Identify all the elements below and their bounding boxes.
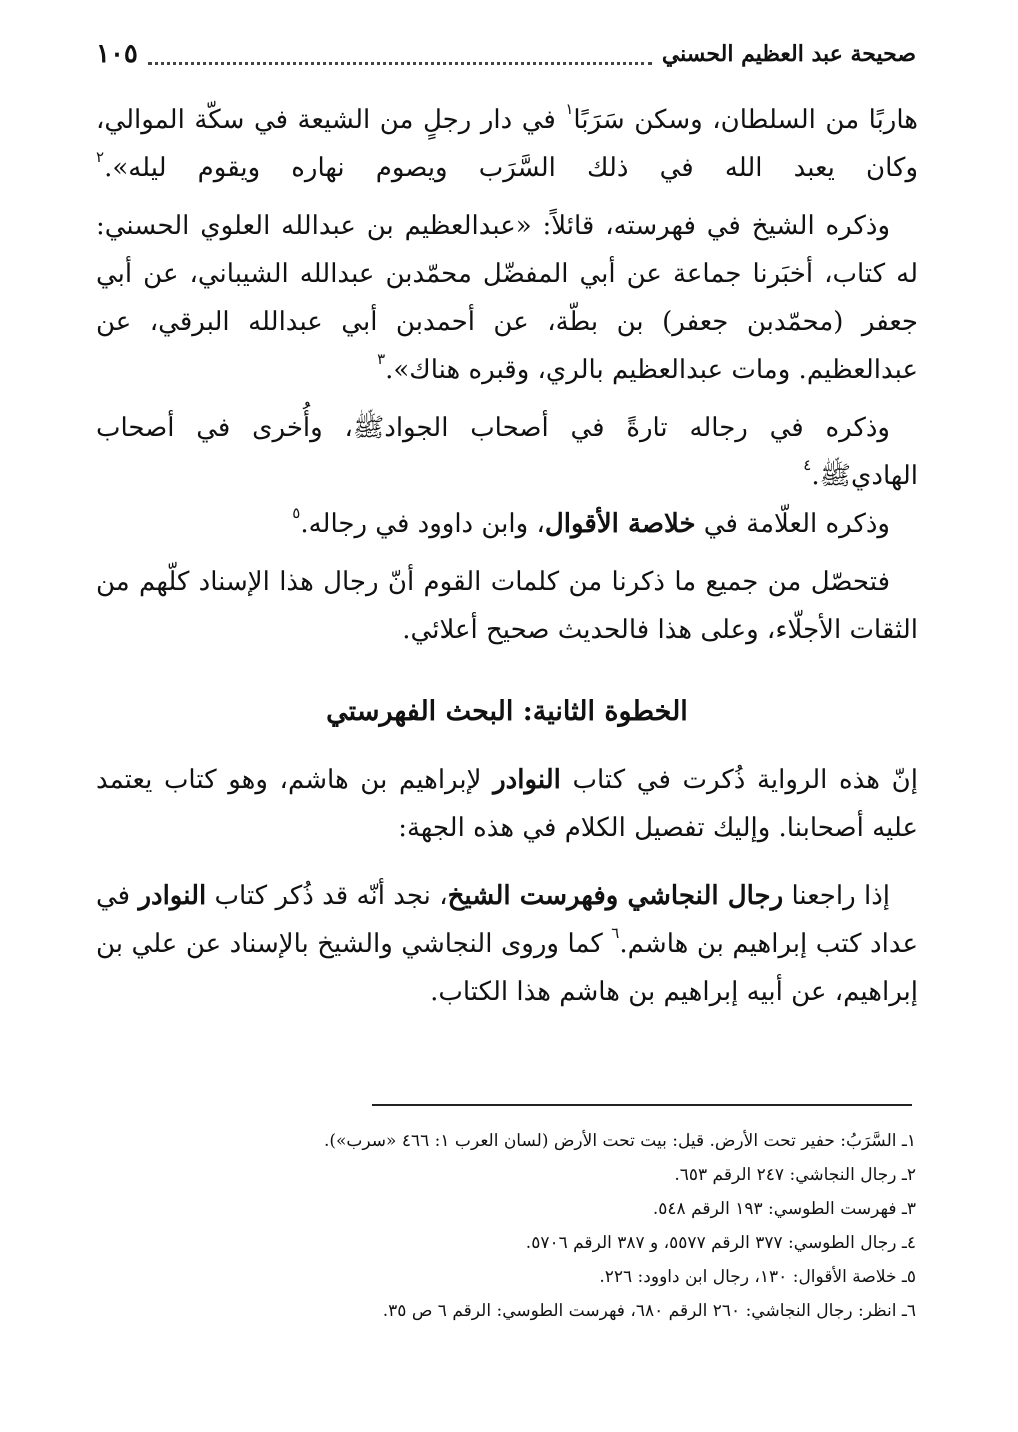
footnote-6: ٦ـ انظر: رجال النجاشي: ٢٦٠ الرقم ٦٨٠، فهرست الطوسي: الرقم ٦ ص ٣٥. [382,1301,916,1321]
p7-text-b: ، نجد أنّه قد ذُكر كتاب [206,881,448,911]
p4-text-a: وذكره العلّامة في [695,509,890,539]
footnote-1: ١ـ السَّرَبُ: حفير تحت الأرض. قيل: بيت تحت الأرض (لسان العرب ١: ٤٦٦ «سرب»). [323,1131,916,1151]
p3-text: وذكره في رجاله تارةً في أصحاب الجوادﷺ، وأُخرى في أصحاب الهاديﷺ. [96,413,918,491]
footnote-ref-4: ٤ [803,456,812,475]
book-title-nawadir: النوادر [493,765,561,795]
p1-text-b: في دار رجلٍ من الشيعة في سكّة الموالي، وكان يعبد الله في ذلك السَّرَب ويصوم نهاره ويقوم ليله». [96,105,918,183]
paragraph-3 [96,404,918,500]
paragraph-1 [96,96,918,192]
running-head: صحيحة عبد العظيم الحسني [661,41,916,67]
book-title-khulasa: خلاصة الأقوال [544,509,696,539]
paragraph-6 [96,756,918,852]
p7-text-d: كما وروى النجاشي والشيخ بالإسناد عن علي بن إبراهيم، عن أبيه إبراهيم بن هاشم هذا الكتاب. [96,929,918,1007]
book-title-nawadir-2: النوادر [138,881,207,911]
page-header [96,34,916,74]
footnote-ref-1: ١ [565,100,574,119]
main-text [96,96,918,1016]
footnote-3: ٣ـ فهرست الطوسي: ١٩٣ الرقم ٥٤٨. [652,1199,916,1219]
footnotes [96,1124,916,1328]
leader-dots [148,60,652,65]
p2-text: وذكره الشيخ في فهرسته، قائلاً: «عبدالعظيم بن عبدالله العلوي الحسني: له كتاب، أخبَرنا جماعة عن أبي المفضّل محمّدبن عبدالله الشيباني، عن أبي جعفر (محمّدبن جعفر) بن بطّة، عن أحمدبن أبي عبدالله البرقي، عن عبدالعظيم. ومات عبدالعظيم بالري، وقبره هناك». [96,211,918,385]
footnote-2: ٢ـ رجال النجاشي: ٢٤٧ الرقم ٦٥٣. [674,1165,916,1185]
p4-text-b: ، وابن داوود في رجاله. [300,509,545,539]
footnote-ref-3: ٣ [377,350,386,369]
p7-text-a: إذا راجعنا [783,881,890,911]
paragraph-7 [96,872,918,1016]
p7-text-c: في عداد كتب إبراهيم بن هاشم. [96,881,918,959]
footnote-5: ٥ـ خلاصة الأقوال: ١٣٠، رجال ابن داوود: ٢٢٦. [599,1267,916,1287]
footnote-4: ٤ـ رجال الطوسي: ٣٧٧ الرقم ٥٥٧٧، و ٣٨٧ الرقم ٥٧٠٦. [525,1233,916,1253]
footnote-ref-5: ٥ [292,504,301,523]
book-titles-najashi-fihrist: رجال النجاشي وفهرست الشيخ [447,881,784,911]
page-number: ١٠٥ [96,39,138,69]
paragraph-4 [96,500,918,548]
p6-text-b: لإبراهيم بن هاشم، وهو كتاب يعتمد عليه أصحابنا. وإليك تفصيل الكلام في هذه الجهة: [96,765,918,843]
footnote-separator [372,1104,912,1106]
paragraph-2 [96,202,918,394]
p1-text-a: هاربًا من السلطان، وسكن سَرَبًا [573,105,918,135]
footnote-ref-6: ٦ [611,924,620,943]
paragraph-5: فتحصّل من جميع ما ذكرنا من كلمات القوم أنّ رجال هذا الإسناد كلّهم من الثقات الأجلّاء، وعلى هذا فالحديث صحيح أعلائي. [96,567,918,645]
section-heading: الخطوة الثانية: البحث الفهرستي [326,696,688,727]
p6-text-a: إنّ هذه الرواية ذُكرت في كتاب [560,765,918,795]
footnote-ref-2: ٢ [96,148,105,167]
